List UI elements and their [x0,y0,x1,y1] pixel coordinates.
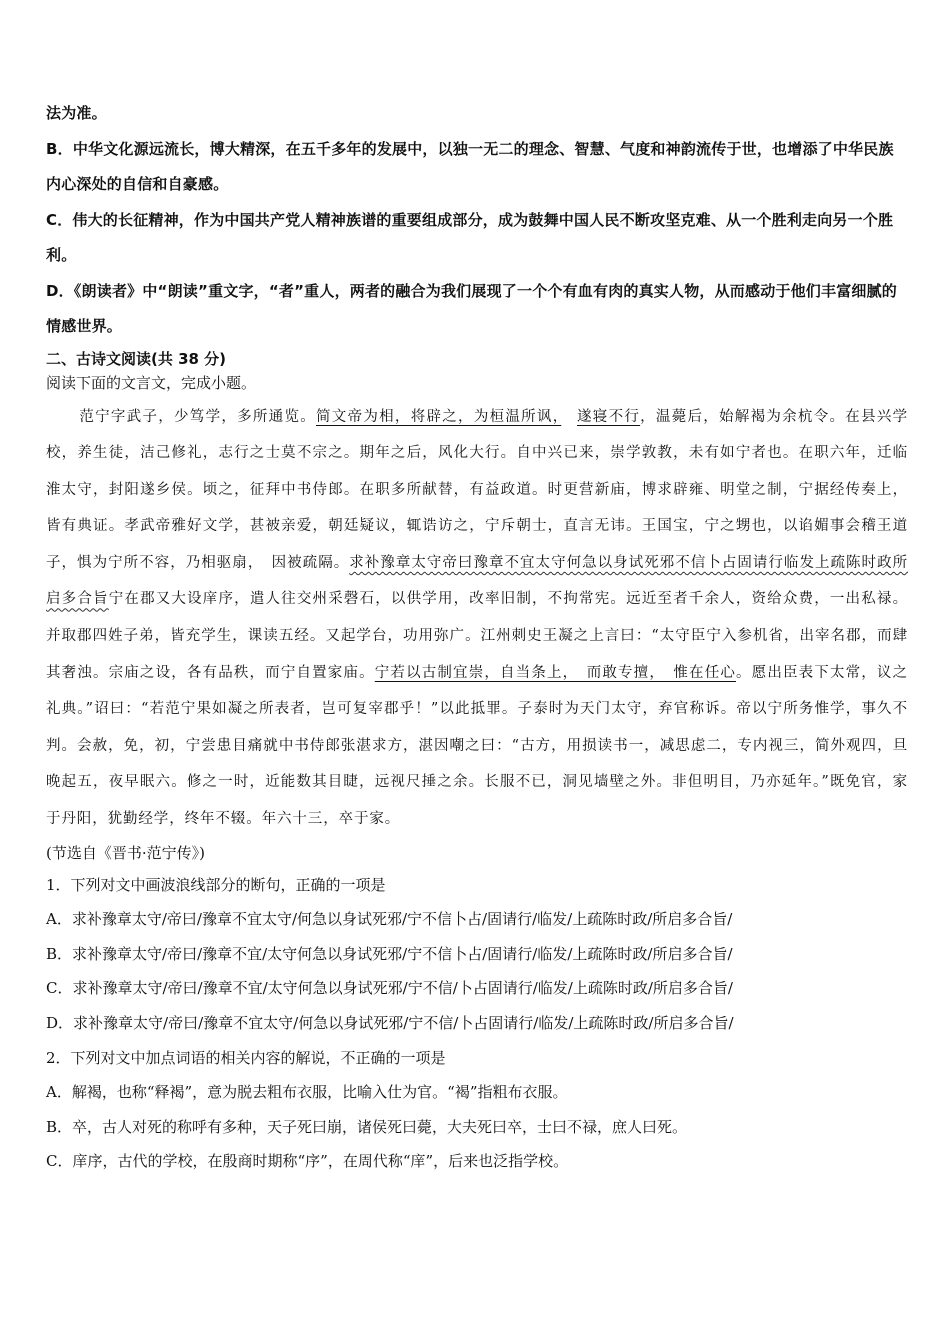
passage-text: 。愿出臣表下太常，议之礼典。”诏曰：“若范宁果如凝之所表者，岂可复宰郡乎！”以此抵罪。子泰时为天门太守，弃官称诉。帝以宁所务惟学，事久不判。会赦，免，初，宁尝患目痛就中书侍郎张湛求方，湛因嘲之曰：“古方，用损读书一，减思虑二，专内视三，简外观四，旦晚起五，夜早眠六。修之一时，近能数其目睫，远视尺捶之余。长服不已，洞见墙壁之外。非但明目，乃亦延年。”既免官，家于丹阳，犹勤经学，终年不辍。年六十三，卒于家。 [46,664,908,828]
prev-option-c: C．伟大的长征精神，作为中国共产党人精神族谱的重要组成部分，成为鼓舞中国人民不断攻坚克难、从一个胜利走向另一个胜利。 [46,210,894,264]
passage-text: 范宁字武子，少笃学，多所通览。 [79,408,317,425]
question-2-option-a: A．解褐，也称“释褐”，意为脱去粗布衣服，比喻入仕为官。“褐”指粗布衣服。 [46,1083,568,1102]
underlined-sentence-1b: 遂寝不行 [577,408,641,425]
underlined-sentence-2: 宁若以古制宜崇，自当条上， 而敢专擅， 惟在任心 [374,664,737,681]
question-1-option-b: B．求补豫章太守/帝曰/豫章不宜/太守何急以身试死邪/宁不信卜占/固请行/临发/上疏陈时政/所启多合旨/ [46,944,733,963]
section-instruction: 阅读下面的文言文，完成小题。 [46,373,257,392]
question-2-option-c: C．庠序，古代的学校，在殷商时期称“序”，在周代称“庠”，后来也泛指学校。 [46,1152,569,1171]
passage-text: 宁在郡又大设庠序，遣人往交州采磬石，以供学用，改率旧制，不拘常宪。远近至者千余人，资给众费，一出私禄。并取郡四姓子弟，皆充学生，课读五经。又起学台，功用弥广。江州刺史王凝之上言曰：“太守臣宁入参机省，出宰名郡，而肆其奢浊。宗庙之设，各有品秩，而宁自置家庙。 [46,591,908,681]
passage-text: ，温薨后，始解褐为余杭令。在县兴学校，养生徒，洁己修礼，志行之士莫不宗之。期年之后，风化大行。自中兴已来，崇学敦教，未有如宁者也。在职六年，迁临淮太守，封阳遂乡侯。顷之，征拜中书侍郎。在职多所献替，有益政道。时更营新庙，博求辟雍、明堂之制，宁据经传奏上，皆有典证。孝武帝雅好文学，甚被亲爱，朝廷疑议，辄诰访之，宁斥朝士，直言无讳。王国宝，宁之甥也，以谄媚事会稽王道子，惧为宁所不容，乃相驱扇， 因被疏隔。 [46,408,908,571]
underlined-sentence-1: 简文帝为相，将辟之，为桓温所讽， [316,408,562,425]
question-2-stem: 2．下列对文中加点词语的相关内容的解说，不正确的一项是 [46,1048,446,1067]
prev-option-a-tail: 法为准。 [46,104,107,122]
question-2-option-b: B．卒，古人对死的称呼有多种，天子死曰崩，诸侯死曰薨，大夫死曰卒，士曰不禄，庶人曰死。 [46,1117,688,1136]
prev-option-d: D．《朗读者》中“朗读”重文字，“者”重人，两者的融合为我们展现了一个个有血有肉的真实人物，从而感动于他们丰富细腻的情感世界。 [46,281,897,335]
section-title: 二、古诗文阅读(共 38 分) [46,349,227,368]
document-page [46,96,908,1179]
question-1-option-a: A．求补豫章太守/帝曰/豫章不宜太守/何急以身试死邪/宁不信卜占/固请行/临发/上疏陈时政/所启多合旨/ [46,910,733,929]
prev-option-b: B．中华文化源远流长，博大精深，在五千多年的发展中，以独一无二的理念、智慧、气度和神韵流传于世，也增添了中华民族内心深处的自信和自豪感。 [46,139,894,193]
wavy-underlined-sentence: 求补豫章太守帝曰豫章不宜太守何急以身试死邪不信卜占固请行临发上疏陈时政所启多合旨 [46,554,909,608]
classical-passage [46,399,908,838]
question-1-stem: 1．下列对文中画波浪线部分的断句，正确的一项是 [46,875,386,894]
question-1-option-c: C．求补豫章太守/帝曰/豫章不宜/太守何急以身试死邪/宁不信/卜占固请行/临发/上疏陈时政/所启多合旨/ [46,979,733,998]
passage-source: (节选自《晋书·范宁传》) [46,843,205,862]
question-1-option-d: D．求补豫章太守/帝曰/豫章不宜太守/何急以身试死邪/宁不信/卜占固请行/临发/上疏陈时政/所启多合旨/ [46,1014,734,1032]
